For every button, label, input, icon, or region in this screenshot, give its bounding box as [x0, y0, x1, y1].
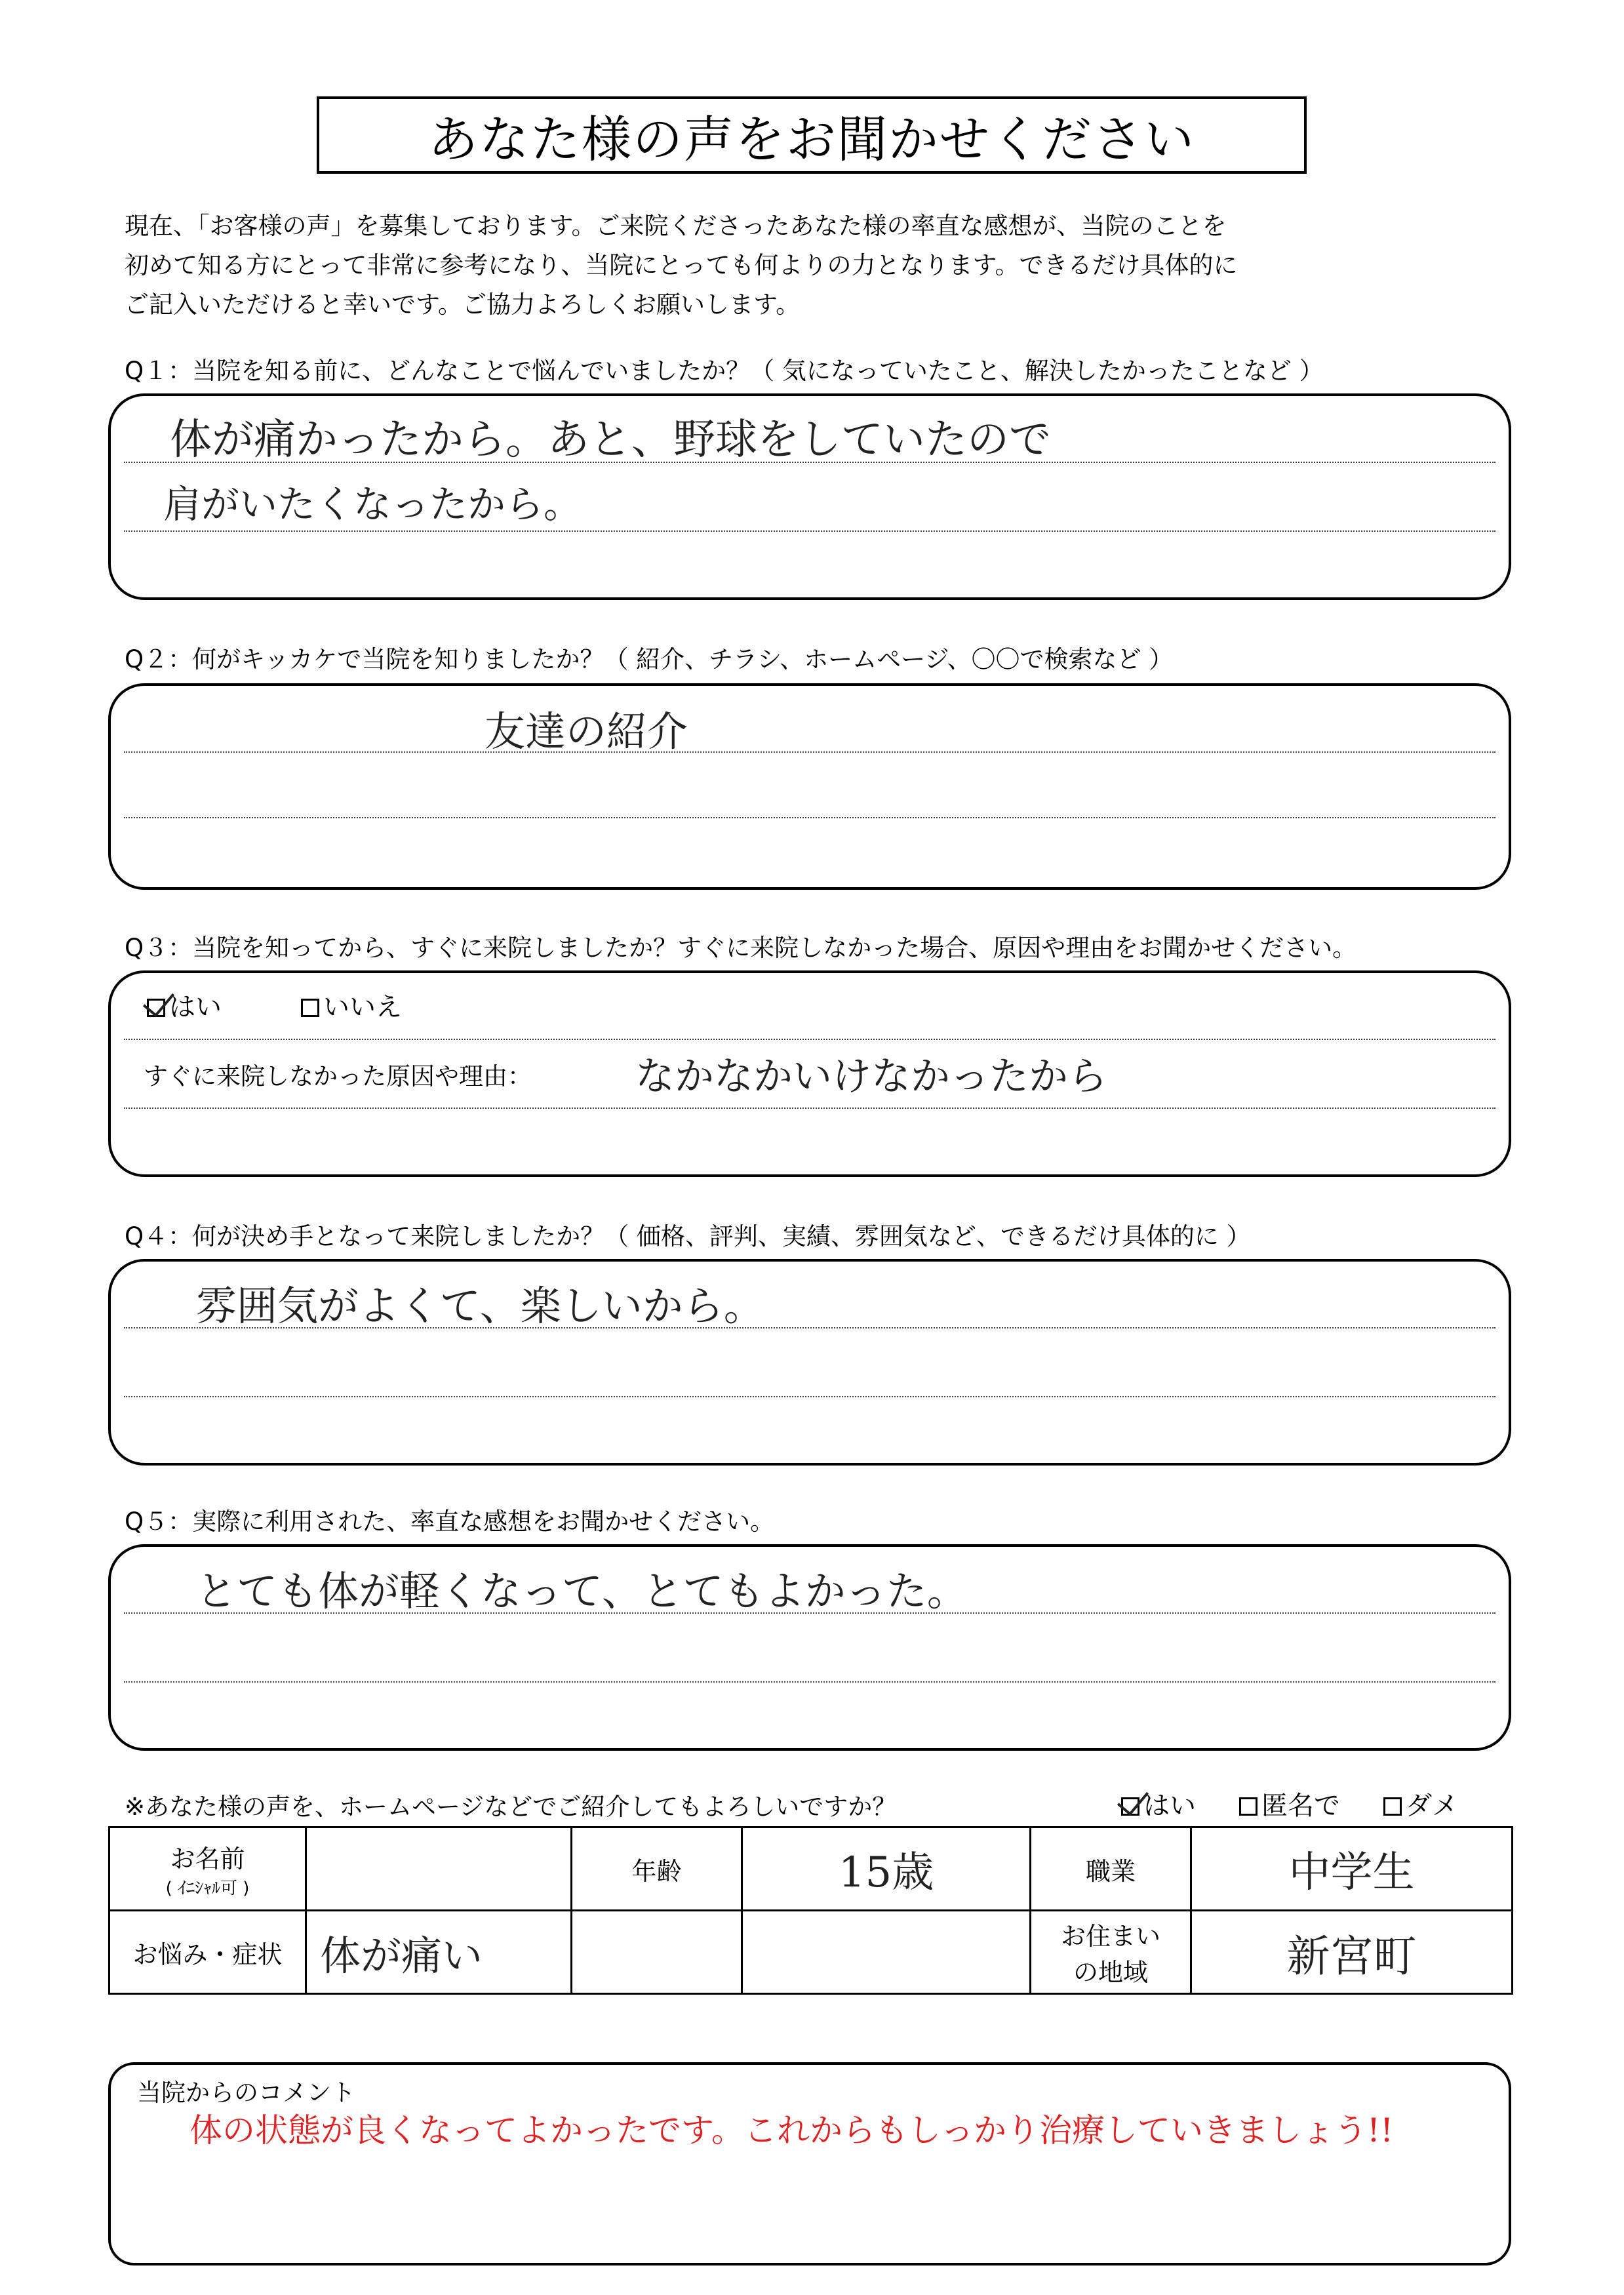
- checkbox-icon[interactable]: [301, 999, 319, 1017]
- area-label-line2: の地域: [1073, 1958, 1148, 1987]
- consent-anonymous-label: 匿名で: [1261, 1791, 1340, 1821]
- page-title: あなた様の声をお聞かせください: [428, 110, 1195, 169]
- area-label-line1: お住まい: [1060, 1922, 1160, 1951]
- job-value: 中学生: [1288, 1848, 1415, 1897]
- q5-answer: とても体が軽くなって、とてもよかった。: [196, 1567, 968, 1615]
- job-label: 職業: [1085, 1856, 1136, 1886]
- consent-anonymous-option[interactable]: [1239, 1785, 1340, 1822]
- age-label: 年齢: [631, 1856, 682, 1886]
- q1-answer-line1: 体が痛かったから。あと、野球をしていたので: [170, 416, 1051, 464]
- symptom-value: 体が痛い: [320, 1931, 483, 1980]
- name-label: お名前: [170, 1845, 245, 1873]
- comment-text: 体の状態が良くなってよかったです。これからもしっかり治療していきましょう!!: [189, 2111, 1394, 2149]
- name-label-cell: [109, 1827, 306, 1911]
- q3-no-option[interactable]: [301, 986, 402, 1024]
- empty-cell: [742, 1911, 1031, 1994]
- q1-answer-line2: 肩がいたくなったから。: [163, 482, 582, 527]
- job-value-cell[interactable]: [1191, 1827, 1513, 1911]
- symptom-label: お悩み・症状: [132, 1940, 283, 1969]
- ruled-line: [124, 530, 1495, 532]
- consent-yes-label: はい: [1143, 1791, 1196, 1821]
- q1-label: Q１：当院を知る前に、どんなことで悩んでいましたか？（ 気になっていたこと、解決したかったことなど ）: [125, 357, 1324, 385]
- q4-label: Q４：何が決め手となって来院しましたか？（ 価格、評判、実績、雰囲気など、できるだけ具体的に ）: [125, 1222, 1251, 1250]
- area-value-cell[interactable]: [1191, 1911, 1513, 1994]
- checkbox-checked-icon[interactable]: [147, 999, 165, 1017]
- intro-paragraph: [125, 207, 1501, 325]
- q2-answer-box[interactable]: [108, 683, 1511, 890]
- q4-answer: 雰囲気がよくて、楽しいから。: [196, 1282, 764, 1330]
- intro-line: 初めて知る方にとって非常に参考になり、当院にとっても何よりの力となります。できるだけ具体的に: [125, 251, 1238, 279]
- q5-label: Q５：実際に利用された、率直な感想をお聞かせください。: [125, 1507, 775, 1536]
- consent-yes-option[interactable]: [1121, 1785, 1196, 1822]
- symptom-value-cell[interactable]: [306, 1911, 572, 1994]
- q2-label: Q２：何がキッカケで当院を知りましたか？（ 紹介、チラシ、ホームページ、〇〇で検索など ）: [125, 645, 1174, 673]
- comment-label: 当院からのコメント: [137, 2079, 355, 2107]
- ruled-line: [124, 1108, 1495, 1109]
- q3-yes-label: はい: [169, 992, 222, 1022]
- name-sub-label: ( ｲﾆｼｬﾙ可 ): [165, 1879, 250, 1898]
- age-value-cell[interactable]: [742, 1827, 1031, 1911]
- consent-no-label: ダメ: [1406, 1791, 1458, 1821]
- q1-answer-box[interactable]: [108, 393, 1511, 600]
- age-label-cell: [572, 1827, 742, 1911]
- q3-no-label: いいえ: [323, 992, 402, 1022]
- age-value: 15歳: [838, 1848, 934, 1897]
- job-label-cell: [1031, 1827, 1191, 1911]
- checkbox-checked-icon[interactable]: [1121, 1797, 1139, 1816]
- checkbox-icon[interactable]: [1383, 1797, 1402, 1816]
- checkbox-icon[interactable]: [1239, 1797, 1258, 1816]
- q5-answer-box[interactable]: [108, 1544, 1511, 1751]
- intro-line: 現在、「お客様の声」を募集しております。ご来院くださったあなた様の率直な感想が、当院のことを: [125, 212, 1227, 240]
- table-row: [109, 1827, 1513, 1911]
- q3-reason-label: すぐに来院しなかった原因や理由：: [144, 1062, 532, 1090]
- empty-cell: [572, 1911, 742, 1994]
- symptom-label-cell: [109, 1911, 306, 1994]
- q3-label: Q３：当院を知ってから、すぐに来院しましたか？すぐに来院しなかった場合、原因や理由をお聞かせください。: [125, 934, 1357, 962]
- ruled-line: [124, 817, 1495, 818]
- ruled-line: [124, 1396, 1495, 1397]
- q3-answer-box[interactable]: [108, 970, 1511, 1177]
- ruled-line: [124, 1681, 1495, 1683]
- title-box: [317, 96, 1307, 174]
- area-value: 新宮町: [1286, 1930, 1417, 1982]
- consent-question: ※あなた様の声を、ホームページなどでご紹介してもよろしいですか？: [125, 1793, 897, 1821]
- q3-yes-option[interactable]: [147, 986, 222, 1024]
- q4-answer-box[interactable]: [108, 1259, 1511, 1466]
- comment-box: [108, 2062, 1511, 2265]
- ruled-line: [124, 751, 1495, 753]
- q3-reason-answer: なかなかいけなかったから: [635, 1054, 1107, 1100]
- info-table: [108, 1826, 1513, 1995]
- table-row: [109, 1911, 1513, 1994]
- intro-line: ご記入いただけると幸いです。ご協力よろしくお願いします。: [125, 290, 801, 319]
- consent-no-option[interactable]: [1383, 1785, 1458, 1822]
- q2-answer: 友達の紹介: [485, 708, 688, 755]
- ruled-line: [124, 1039, 1495, 1040]
- name-value-cell[interactable]: [306, 1827, 572, 1911]
- area-label-cell: [1031, 1911, 1191, 1994]
